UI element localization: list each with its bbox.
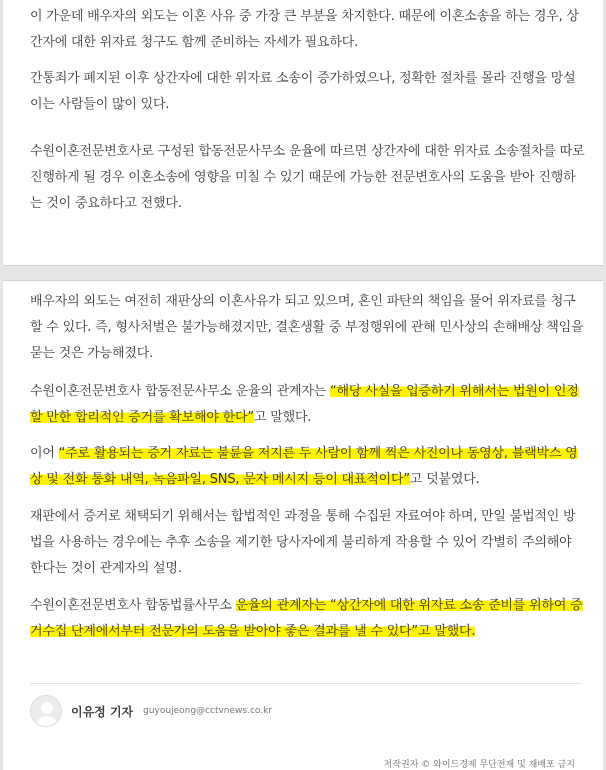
- article-body-top: [3, 0, 603, 266]
- highlighted-quote: “주로 활용되는 증거 자료는 불륜을 저지른 두 사람이 함께 찍은 사진이나 동영상, 블랙박스 영: [58, 446, 578, 461]
- text-line: [30, 504, 586, 530]
- text-segment: 수원이혼전문변호사 합동법률사무소: [30, 598, 236, 613]
- text-segment: 간통죄가 폐지된 이후 상간자에 대한 위자료 소송이 증가하였으나, 정확한 절차를 몰라 진행을 망설: [30, 71, 576, 86]
- text-segment: 수원이혼전문변호사로 구성된 합동전문사무소 운율에 따르면 상간자에 대한 위자료 소송절차를 따로: [30, 144, 585, 159]
- copyright-notice: 저작권자 © 와이드경제 무단전재 및 재배포 금지: [383, 760, 575, 770]
- text-line: [30, 619, 586, 645]
- text-line: [30, 379, 586, 405]
- highlighted-quote: 운율의 관계자는 “상간자에 대한 위자료 소송 준비를 위하여 증: [235, 598, 583, 613]
- byline: [30, 694, 272, 728]
- text-segment: 고 덧붙였다.: [409, 472, 480, 487]
- text-line: [30, 165, 586, 191]
- text-line: [30, 289, 586, 315]
- text-line: [30, 530, 586, 556]
- highlighted-quote: “해당 사실을 입증하기 위해서는 법원이 인정: [329, 384, 579, 399]
- text-segment: 진행하게 될 경우 이혼소송에 영향을 미칠 수 있기 때문에 가능한 전문변호사의 도움을 받아 진행하: [30, 170, 576, 185]
- text-segment: 배우자의 외도는 여전히 재판상의 이혼사유가 되고 있으며, 혼인 파탄의 책임을 물어 위자료를 청구: [30, 294, 576, 309]
- user-placeholder-icon: [30, 695, 62, 727]
- text-line: [30, 467, 586, 493]
- paragraph: [30, 289, 586, 367]
- text-segment: 간자에 대한 위자료 청구도 함께 준비하는 자세가 필요하다.: [30, 35, 359, 50]
- text-line: [30, 556, 586, 582]
- text-line: [30, 593, 586, 619]
- highlighted-quote: 상 및 전화 통화 내역, 녹음파일, SNS, 문자 메시지 등이 대표적이다”: [30, 472, 410, 487]
- quote-paragraph: [30, 379, 586, 431]
- text-segment: 이어: [30, 446, 59, 461]
- reporter-email[interactable]: guyoujeong@cctvnews.co.kr: [143, 706, 273, 716]
- text-segment: 재판에서 증거로 채택되기 위해서는 합법적인 과정을 통해 수집된 자료여야 하며, 만일 불법적인 방: [30, 509, 576, 524]
- paragraph: [30, 504, 586, 582]
- highlighted-quote: 거수집 단계에서부터 전문가의 도움을 받아야 좋은 결과를 낼 수 있다”고 말했다.: [30, 624, 476, 639]
- text-line: [30, 139, 586, 165]
- divider: [30, 683, 581, 684]
- text-segment: 한다는 것이 관계자의 설명.: [30, 561, 182, 576]
- text-segment: 고 말했다.: [253, 410, 312, 425]
- quote-paragraph: [30, 593, 586, 645]
- text-segment: 할 수 있다. 즉, 형사처벌은 불가능해졌지만, 결혼생활 중 부정행위에 관해 민사상의 손해배상 책임을: [30, 320, 584, 335]
- text-segment: 이 가운데 배우자의 외도는 이혼 사유 중 가장 큰 부분을 차지한다. 때문에 이혼소송을 하는 경우, 상: [30, 9, 579, 24]
- reporter-name[interactable]: 이유정 기자: [71, 704, 134, 719]
- paragraph: [30, 66, 586, 118]
- text-line: [30, 4, 586, 30]
- quote-paragraph: [30, 441, 586, 493]
- text-line: [30, 341, 586, 367]
- text-line: [30, 92, 586, 118]
- highlighted-quote: 할 만한 합리적인 증거를 확보해야 한다”: [30, 410, 254, 425]
- text-segment: 법을 사용하는 경우에는 추후 소송을 제기한 당사자에게 불리하게 작용할 수 있어 각별히 주의해야: [30, 535, 572, 550]
- text-line: [30, 66, 586, 92]
- paragraph: [30, 4, 586, 56]
- text-segment: 는 것이 중요하다고 전했다.: [30, 196, 182, 211]
- text-line: [30, 30, 586, 56]
- text-line: [30, 441, 586, 467]
- text-line: [30, 405, 586, 431]
- text-line: [30, 315, 586, 341]
- text-segment: 수원이혼전문변호사 합동전문사무소 운율의 관계자는: [30, 384, 330, 399]
- article-body-bottom: [3, 280, 603, 770]
- text-line: [30, 191, 586, 217]
- text-segment: 이는 사람들이 많이 있다.: [30, 97, 170, 112]
- text-segment: 묻는 것은 가능해졌다.: [30, 346, 154, 361]
- paragraph: [30, 139, 586, 217]
